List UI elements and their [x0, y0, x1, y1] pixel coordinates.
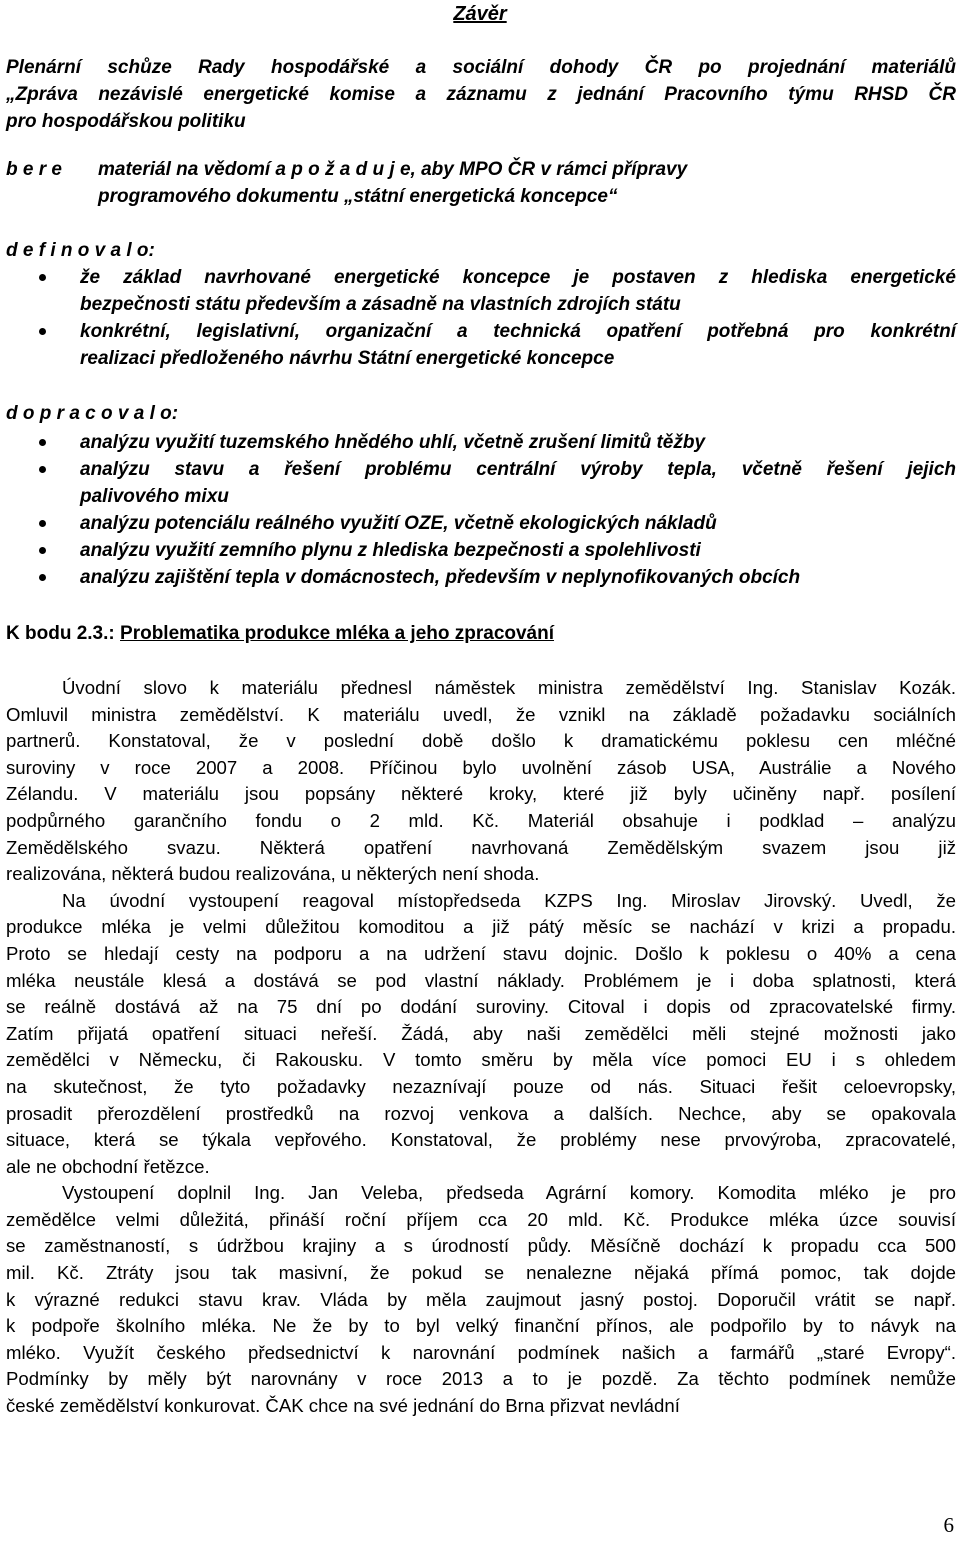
bullet-icon — [39, 547, 46, 554]
body-line: k podpoře školního mléka. Ne že by to byl velký finanční přínos, ale podpořilo by to návyk na — [6, 1315, 956, 1337]
list-item-line: realizaci předloženého návrhu Státní energetické koncepce — [80, 348, 615, 369]
body-line: k výrazné redukci stavu krav. Vláda by měla zaujmout jasný postoj. Doporučil vrátit se např. — [6, 1288, 956, 1310]
body-line: mléko. Využít českého předsednictví k narovnání podmínek našich a farmářů „staré Evropy“. — [6, 1341, 956, 1363]
list-item-line: analýzu využití zemního plynu z hlediska bezpečnosti a spolehlivosti — [80, 540, 701, 561]
keyword-bere: b e r e — [6, 159, 62, 180]
bere-line: programového dokumentu „státní energetická koncepce“ — [98, 186, 618, 207]
body-line: partnerů. Konstatoval, že v poslední době došlo k dramatickému poklesu cen mléčné — [6, 730, 956, 752]
body-line: ale ne obchodní řetězce. — [6, 1155, 210, 1177]
bullet-icon — [39, 274, 46, 281]
body-line: Zatím přijatá opatření situaci neřeší. Žádá, aby naši zemědělci měli stejné možnosti jako — [6, 1022, 956, 1044]
intro-line: „Zpráva nezávislé energetické komise a záznamu z jednání Pracovního týmu RHSD ČR — [6, 84, 956, 105]
page-number: 6 — [943, 1513, 954, 1537]
list-item — [6, 537, 956, 564]
body-line: prosadit přerozdělení prostředků na rozvoj venkova a dalších. Nechce, aby se opakovala — [6, 1102, 956, 1124]
resolution-intro — [6, 54, 956, 135]
body-line: Zemědělského svazu. Některá opatření navrhovaná Zemědělským svazem jsou již — [6, 836, 956, 858]
body-line: české zemědělství konkurovat. ČAK chce na své jednání do Brna přizvat nevládní — [6, 1395, 680, 1417]
list-item — [6, 429, 956, 456]
definovalo-list — [6, 264, 956, 372]
keyword-dopracovalo: d o p r a c o v a l o: — [6, 403, 179, 424]
body-line: situace, která se týkala vepřového. Konstatoval, že problémy nese prvovýroba, zpracovatelé, — [6, 1129, 956, 1151]
body-line: na skutečnost, že tyto požadavky nezaznívají pouze od nás. Situaci řešit celoevropsky, — [6, 1075, 956, 1097]
body-line: mil. Kč. Ztráty jsou tak masivní, že pokud se nenalezne nějaká přímá pomoc, tak dojde — [6, 1262, 956, 1284]
intro-line: Plenární schůze Rady hospodářské a sociální dohody ČR po projednání materiálů — [6, 57, 956, 78]
body-line: Vystoupení doplnil Ing. Jan Veleba, předseda Agrární komory. Komodita mléko je pro — [62, 1182, 956, 1204]
agenda-item-heading — [6, 620, 554, 647]
body-line: Proto se hledají cesty na podporu a na udržení stavu dojnic. Došlo k poklesu o 40% a cena — [6, 942, 956, 964]
body-line: se reálně dostává až na 75 dní po dodání suroviny. Citoval i dopis od zpracovatelské firmy. — [6, 996, 956, 1018]
bullet-icon — [39, 439, 46, 446]
intro-line: pro hospodářskou politiku — [6, 111, 246, 132]
list-item-line: že základ navrhované energetické koncepce je postaven z hlediska energetické — [80, 267, 956, 288]
bullet-icon — [39, 520, 46, 527]
body-line: Omluvil ministra zemědělství. K materiálu uvedl, že vznikl na základě požadavku sociálních — [6, 703, 956, 725]
minutes-body-text — [6, 675, 956, 1420]
body-line: Zélandu. V materiálu jsou popsány některé kroky, které již byly učiněny např. posílení — [6, 783, 956, 805]
list-item-line: analýzu zajištění tepla v domácnostech, především v neplynofikovaných obcích — [80, 567, 801, 588]
bullet-icon — [39, 466, 46, 473]
agenda-item-number: K bodu 2.3. — [6, 623, 109, 644]
dopracovalo-list — [6, 429, 956, 591]
agenda-item-separator: : — [108, 623, 121, 644]
list-item-line: bezpečnosti státu především a zásadně na vlastních zdrojích státu — [80, 294, 681, 315]
list-item — [6, 456, 956, 510]
list-item-line: konkrétní, legislativní, organizační a technická opatření potřebná pro konkrétní — [80, 321, 956, 342]
list-item-line: analýzu potenciálu reálného využití OZE, včetně ekologických nákladů — [80, 513, 717, 534]
list-item-line: analýzu využití tuzemského hnědého uhlí, včetně zrušení limitů těžby — [80, 432, 706, 453]
list-item — [6, 510, 956, 537]
list-item — [6, 564, 956, 591]
body-line: produkce mléka je velmi důležitou komoditou a již pátý měsíc se nachází v krizi a propadu. — [6, 916, 956, 938]
agenda-item-title: Problematika produkce mléka a jeho zpracování — [120, 623, 555, 644]
body-line: Úvodní slovo k materiálu přednesl náměstek ministra zemědělství Ing. Stanislav Kozák. — [62, 677, 956, 698]
body-line: zemědělci v Německu, či Rakousku. V tomto směru by měla více pomoci EU i s ohledem — [6, 1049, 956, 1071]
body-line: podpůrného garančního fondu o 2 mld. Kč. Materiál obsahuje i podklad – analýzu — [6, 809, 956, 831]
bere-line: materiál na vědomí a p o ž a d u j e, aby MPO ČR v rámci přípravy — [98, 159, 688, 180]
body-line: suroviny v roce 2007 a 2008. Příčinou bylo uvolnění zásob USA, Austrálie a Nového — [6, 756, 956, 778]
body-line: mléka neustále klesá a dostává se pod vlastní náklady. Problémem je i doba splatnosti, která — [6, 969, 956, 991]
list-item-line: palivového mixu — [80, 486, 229, 507]
list-item — [6, 264, 956, 318]
list-item — [6, 318, 956, 372]
body-line: zemědělce velmi důležitá, přináší roční příjem cca 20 mld. Kč. Produkce mléka úzce souvisí — [6, 1208, 956, 1230]
bullet-icon — [39, 328, 46, 335]
bullet-icon — [39, 574, 46, 581]
body-line: se zaměstnaností, s údržbou krajiny a s úrodností půdy. Měsíčně dochází k propadu cca 500 — [6, 1235, 956, 1257]
body-line: Na úvodní vystoupení reagoval místopředseda KZPS Ing. Miroslav Jirovský. Uvedl, že — [62, 889, 956, 911]
body-line: realizována, některá budou realizována, u některých není shoda. — [6, 863, 540, 885]
section-title-zaver: Závěr — [453, 3, 507, 25]
body-line: Podmínky by měly být narovnány v roce 2013 a to je pozdě. Za těchto podmínek nemůže — [6, 1368, 956, 1390]
list-item-line: analýzu stavu a řešení problému centrální výroby tepla, včetně řešení jejich — [80, 459, 956, 480]
keyword-definovalo: d e f i n o v a l o: — [6, 240, 155, 261]
